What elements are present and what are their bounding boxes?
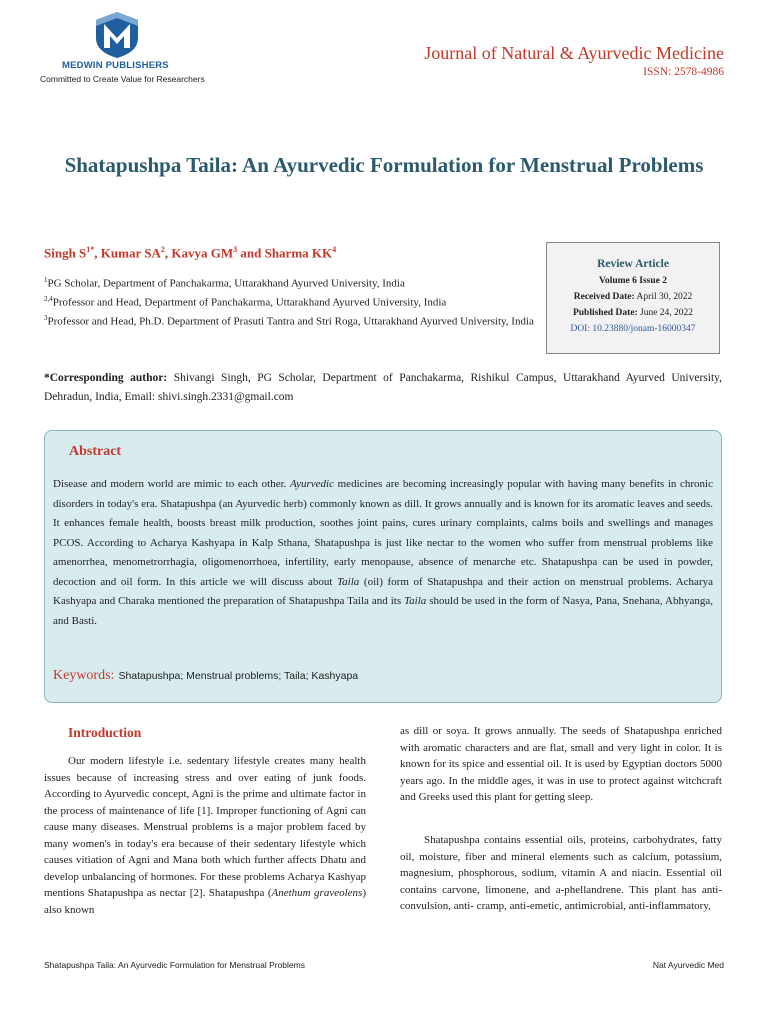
paper-title: Shatapushpa Taila: An Ayurvedic Formulation for Menstrual Problems	[64, 153, 704, 177]
keywords-label: Keywords:	[53, 668, 115, 683]
introduction-paragraph-2: as dill or soya. It grows annually. The seeds of Shatapushpa enriched with aromatic characters and are flat, small and very light in color. It is known for its spice and essential oil. It is used by Egyptian doctors 5000 years ago. In the middle ages, it was in use to protect against witchcraft and Greeks used this plant for getting sleep.	[400, 725, 722, 803]
author-sup: 2	[160, 245, 165, 254]
received-date: Received Date: April 30, 2022	[573, 292, 693, 302]
author-sep: and	[237, 245, 265, 261]
author-name: Singh S	[44, 245, 87, 261]
corresponding-author	[44, 369, 722, 407]
publisher-name: MEDWIN PUBLISHERS	[62, 60, 169, 71]
affiliation-sup: 1	[44, 276, 48, 284]
author-sup: 1*	[86, 245, 95, 254]
introduction-paragraph-1: Our modern lifestyle i.e. sedentary lifestyle creates many health issues because of increasing stress and over eating of junk foods. According to Ayurvedic concept, Agni is the prime and ultimate factor in the process of maintenance of life [1]. Improper functioning of Agni can cause many diseases. Menstrual problems is a major problem faced by many women's in today's era because of their sedentary lifestyle which causes vitiation of Agni and Mana both which further affects Dhatu and develop unbalancing of hormones. For these problems Acharya Kashyap mentions Shatapushpa as nectar [2]. Shatapushpa (Anethum graveolens) also known	[44, 755, 366, 916]
abstract-box	[44, 430, 722, 703]
author-name: Sharma KK	[264, 245, 333, 261]
footer-running-title: Shatapushpa Taila: An Ayurvedic Formulation for Menstrual Problems	[44, 960, 305, 970]
footer-journal-abbrev: Nat Ayurvedic Med	[652, 960, 724, 970]
article-info-box	[546, 242, 720, 354]
author-sup: 3	[233, 245, 238, 254]
abstract-text: Disease and modern world are mimic to each other. Ayurvedic medicines are becoming increasingly popular with having many benefits in chronic disorders in today's era. Shatapushpa (an Ayurvedic herb) commonly known as dill. It grows annually and is known for its aromatic leaves and seeds. It enhances female health, boosts breast milk production, soothes joint pains, cures urinary complaints, calms boils and swellings and manages PCOS. According to Acharya Kashyapa in Kalp Sthana, Shatapushpa is just like nectar to the women who suffer from menstrual problems like amenorrhea, menometrorrhagia, oligomenorrhoea, infertility, early menopause, absence of menarche etc. Shatapushpa can be used in powder, decoction and oil form. In this article we will discuss about Taila (oil) form of Shatapushpa and their action on menstrual problems. Acharya Kashyapa and Charaka mentioned the preparation of Shatapushpa Taila and its Taila should be used in the form of Nasya, Pana, Snehana, Abhyanga, and Basti.	[53, 478, 713, 627]
abstract-heading: Abstract	[69, 444, 122, 459]
affiliation-sup: 2,4	[44, 295, 53, 303]
introduction-paragraph-3: Shatapushpa contains essential oils, proteins, carbohydrates, fatty oil, moisture, fiber and mineral elements such as calcium, potassium, magnesium, phosphorous, sodium, vitamin A and niacin. Essential oil contains carvone, limonene, and a-phellandrene. This plant has anti-convulsion, anti- cramp, anti-emetic, antimicrobial, anti-inflammatory,	[400, 834, 722, 912]
author-sep: ,	[94, 245, 101, 261]
published-date: Published Date: June 24, 2022	[572, 308, 694, 318]
author-sup: 4	[332, 245, 337, 254]
affiliation-text: PG Scholar, Department of Panchakarma, Uttarakhand Ayurved University, India	[47, 277, 405, 290]
affiliation-text: Professor and Head, Ph.D. Department of Prasuti Tantra and Stri Roga, Uttarakhand Ayurved University, India	[47, 315, 534, 328]
corresponding-label: *Corresponding author:	[44, 372, 168, 384]
keywords-row	[53, 666, 713, 684]
journal-title: Journal of Natural & Ayurvedic Medicine	[424, 43, 724, 63]
author-list	[44, 245, 336, 261]
author-name: Kavya GM	[171, 245, 234, 261]
author-sep: ,	[164, 245, 172, 261]
publisher-tagline: Committed to Create Value for Researchers	[40, 74, 205, 84]
medwin-logo-icon	[92, 10, 142, 60]
journal-issn: ISSN: 2578-4986	[643, 66, 724, 78]
article-type: Review Article	[597, 258, 669, 270]
keywords-value: Shatapushpa; Menstrual problems; Taila; Kashyapa	[118, 670, 359, 682]
affiliation-3	[44, 309, 544, 332]
volume-issue: Volume 6 Issue 2	[598, 276, 667, 286]
author-name: Kumar SA	[100, 245, 161, 261]
affiliation-sup: 3	[44, 314, 48, 322]
corresponding-text: Shivangi Singh, PG Scholar, Department of Panchakarma, Rishikul Campus, Uttarakhand Ayurved University, Dehradun, India, Email: shivi.singh.2331@gmail.com	[44, 372, 723, 403]
doi-link[interactable]: DOI: 10.23880/jonam-16000347	[570, 324, 696, 334]
affiliation-text: Professor and Head, Department of Panchakarma, Uttarakhand Ayurved University, India	[52, 296, 447, 309]
introduction-heading: Introduction	[68, 725, 142, 740]
